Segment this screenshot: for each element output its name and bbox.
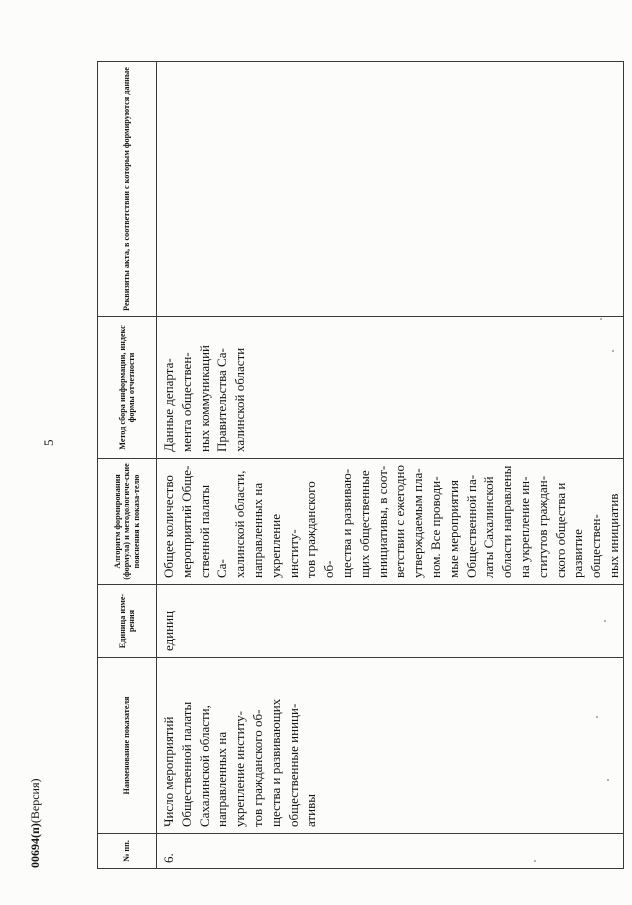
page-number: 5 — [41, 439, 56, 446]
scan-speck — [607, 779, 609, 781]
cell-collection-method: Данные департа- мента обществен- ных коммуникаций Правительства Са- халинской области — [157, 317, 624, 459]
header-collection-method: Метод сбора информации, индекс формы отчетности — [98, 317, 157, 459]
table-header-row — [98, 62, 157, 869]
cell-unit: единиц — [157, 585, 624, 658]
cell-algorithm: Общее количество мероприятий Обще- ственной палаты Са- халинской области, направленных на укрепление институ- тов гражданского об- щества и развиваю- щих общественные инициативы, в соот- ветствии с ежегодно утверждаемым пла- ном. Все проводи- мые мероприятия Общественной па- латы Сахалинской области направлены на укрепление ин- ститутов граждан- ского общества и развитие обществен- ных инициатив — [157, 459, 624, 585]
indicator-table-container — [97, 62, 621, 869]
document-code-number: 00694(п) — [28, 823, 42, 868]
scan-speck — [596, 716, 598, 718]
header-act-details: Реквизиты акта, в соответствии с которым формируются данные — [98, 62, 157, 317]
document-code — [28, 779, 43, 869]
table-row — [157, 62, 624, 869]
header-algorithm: Алгоритм формирования (формула) и методологиче-ские пояснения к показа-телю — [98, 459, 157, 585]
cell-indicator-name: Число мероприятий Общественной палаты Сахалинской области, направленных на укрепление институ- тов гражданского об- щества и развивающих общественные иници- ативы — [157, 658, 624, 834]
indicator-table — [97, 61, 624, 869]
cell-act-details — [157, 62, 624, 317]
header-number: № пп. — [98, 834, 157, 869]
header-indicator-name: Наименование показателя — [98, 658, 157, 834]
scan-speck — [604, 620, 606, 622]
scan-speck — [612, 350, 614, 352]
document-code-suffix: (Версия) — [28, 778, 42, 824]
header-unit: Единица изме-рения — [98, 585, 157, 658]
scan-speck — [534, 860, 536, 862]
scan-speck — [600, 318, 602, 320]
cell-number: 6. — [157, 834, 624, 869]
